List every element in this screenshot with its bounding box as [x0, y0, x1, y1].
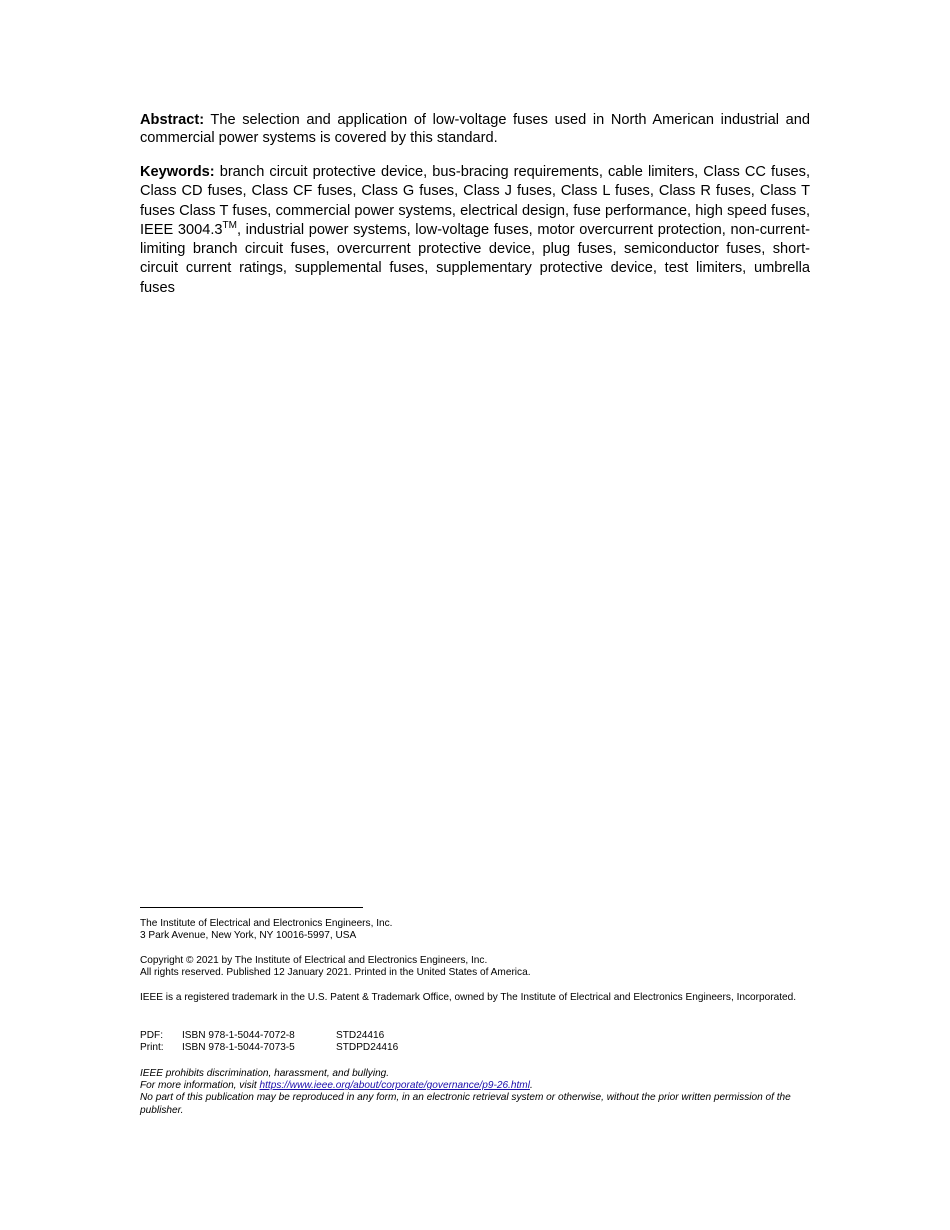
isbn-block	[140, 1030, 812, 1054]
isbn-code: STD24416	[336, 1030, 385, 1041]
abstract-text: The selection and application of low-voltage fuses used in North American industrial and commercial power systems is covered by this standard.	[140, 112, 810, 147]
trademark-notice: IEEE is a registered trademark in the U.S. Patent & Trademark Office, owned by The Institute of Electrical and Electronics Engineers, Incorporated.	[140, 992, 797, 1003]
copyright-notice	[140, 955, 812, 979]
abstract-label: Abstract:	[140, 112, 205, 128]
policy-more-prefix: For more information, visit	[140, 1080, 260, 1092]
policy-more-info	[140, 1080, 812, 1092]
rights-line: All rights reserved. Published 12 January 2021. Printed in the United States of America.	[140, 967, 531, 979]
isbn-number: ISBN 978-1-5044-7072-8	[182, 1030, 295, 1041]
publisher-street: 3 Park Avenue, New York, NY 10016-5997, USA	[140, 930, 357, 942]
keywords-paragraph	[140, 163, 810, 298]
footnote-divider	[140, 907, 363, 908]
reproduction-notice: No part of this publication may be reproduced in any form, in an electronic retrieval system or otherwise, without the prior written permission of the publisher.	[140, 1092, 791, 1116]
policy-notice	[140, 1068, 812, 1117]
isbn-type: Print:	[140, 1042, 164, 1054]
publisher-name: The Institute of Electrical and Electronics Engineers, Inc.	[140, 918, 393, 929]
keywords-text: branch circuit protective device, bus-bracing requirements, cable limiters, Class CC fuses, Class CD fuses, Class CF fuses, Class G fuses, Class J fuses, Class L fuses, Class R fuses, Class T fuses Class T fuses, commercial power systems, electrical design, fuse performance, high speed fuses, IEEE 3004.3	[140, 164, 810, 238]
isbn-row-pdf	[140, 1030, 812, 1042]
keywords-text-continued: , industrial power systems, low-voltage fuses, motor overcurrent protection, non-current-limiting branch circuit fuses, overcurrent protective device, plug fuses, semiconductor fuses, short-circuit current ratings, supplemental fuses, supplementary protective device, test limiters, umbrella fuses	[140, 221, 810, 296]
isbn-code: STDPD24416	[336, 1042, 399, 1054]
isbn-number: ISBN 978-1-5044-7073-5	[182, 1042, 295, 1054]
copyright-line: Copyright © 2021 by The Institute of Electrical and Electronics Engineers, Inc.	[140, 955, 488, 966]
policy-more-suffix: .	[529, 1080, 533, 1092]
isbn-type: PDF:	[140, 1030, 163, 1041]
policy-statement: IEEE prohibits discrimination, harassment, and bullying.	[140, 1068, 390, 1079]
trademark-symbol: TM	[222, 219, 237, 231]
keywords-label: Keywords:	[140, 164, 215, 180]
policy-link[interactable]: https://www.ieee.org/about/corporate/governance/p9-26.html	[259, 1080, 530, 1092]
isbn-row-print	[140, 1042, 812, 1054]
publisher-address	[140, 918, 812, 942]
abstract-paragraph	[140, 111, 810, 148]
